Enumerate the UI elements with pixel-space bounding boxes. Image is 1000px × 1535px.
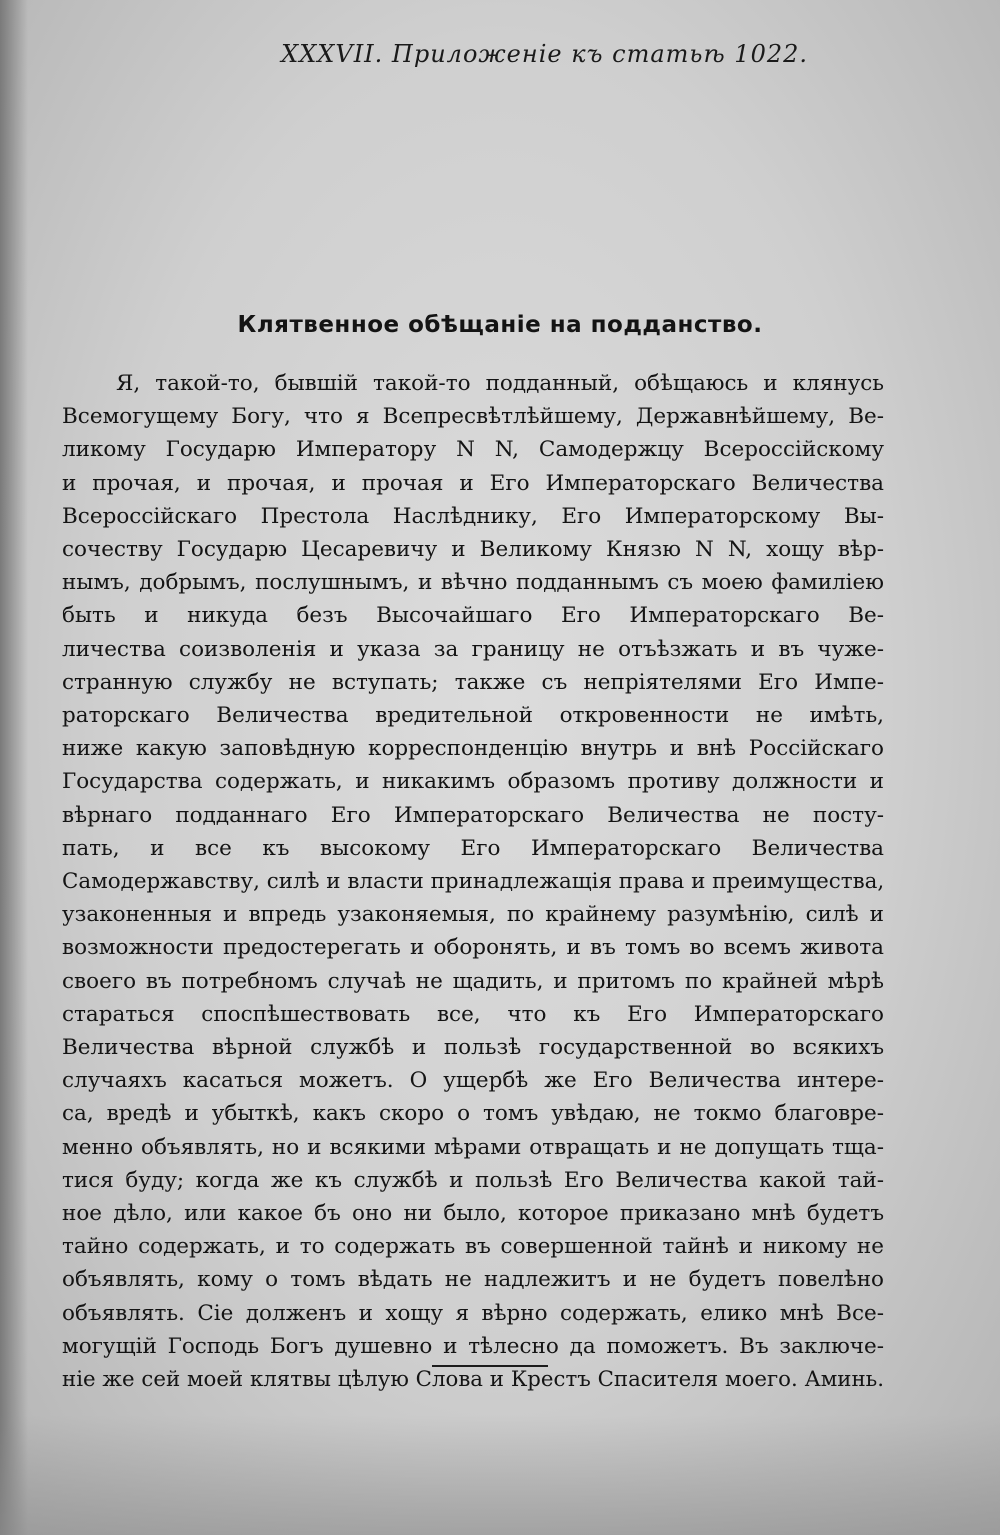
text-line: своего въ потребномъ случаѣ не щадить, и притомъ по крайней мѣрѣ <box>62 968 884 994</box>
running-header: XXXVII. Приложеніе къ статьѣ 1022. <box>281 40 808 68</box>
text-line: личества соизволенія и указа за границу не отъѣзжать и въ чуже- <box>62 636 884 662</box>
text-line: тися буду; когда же къ службѣ и пользѣ Его Величества какой тай- <box>62 1167 884 1193</box>
text-line: раторскаго Величества вредительной откровенности не имѣть, <box>62 703 884 729</box>
text-line: вѣрнаго подданнаго Его Императорскаго Величества не посту- <box>62 802 884 828</box>
text-line: Самодержавству, силѣ и власти принадлежащія права и преимущества, <box>62 869 885 895</box>
text-line: возможности предостерегать и оборонять, и въ томъ во всемъ живота <box>62 935 884 961</box>
text-line: менно объявлять, но и всякими мѣрами отвращать и не допущать тща- <box>62 1134 884 1160</box>
text-line: странную службу не вступать; также съ непріятелями Его Импе- <box>62 669 884 695</box>
text-line: ное дѣло, или какое бъ оно ни было, которое приказано мнѣ будетъ <box>62 1201 884 1227</box>
text-line: ликому Государю Императору N N, Самодержцу Всероссійскому <box>62 437 884 463</box>
text-line: нымъ, добрымъ, послушнымъ, и вѣчно подданнымъ съ моею фамиліею <box>62 570 884 596</box>
oath-text <box>62 367 884 1396</box>
text-line: объявлять, кому о томъ вѣдать не надлежитъ и не будетъ повелѣно <box>62 1267 884 1293</box>
text-line: са, вредѣ и убыткѣ, какъ скоро о томъ увѣдаю, не токмо благовре- <box>62 1101 884 1127</box>
text-line: пать, и все къ высокому Его Императорскаго Величества <box>62 835 884 861</box>
text-line: объявлять. Сіе долженъ и хощу я вѣрно содержать, елико мнѣ Все- <box>62 1300 884 1326</box>
text-line: Величества вѣрной службѣ и пользѣ государственной во всякихъ <box>62 1035 884 1061</box>
closing-rule <box>432 1365 548 1367</box>
text-line: случаяхъ касаться можетъ. О ущербѣ же Его Величества интере- <box>62 1068 884 1094</box>
document-title: Клятвенное обѣщаніе на подданство. <box>237 312 763 338</box>
text-line: Всемогущему Богу, что я Всепресвѣтлѣйшему, Державнѣйшему, Ве- <box>62 404 884 430</box>
text-line: ніе же сей моей клятвы цѣлую Слова и Крестъ Спасителя моего. Аминь. <box>62 1367 885 1393</box>
text-line: узаконенныя и впредь узаконяемыя, по крайнему разумѣнію, силѣ и <box>62 902 884 928</box>
text-line: тайно содержать, и то содержать въ совершенной тайнѣ и никому не <box>62 1234 884 1260</box>
text-line: могущій Господь Богъ душевно и тѣлесно да поможетъ. Въ заключе- <box>62 1333 884 1359</box>
page-shadow-left <box>0 0 28 1535</box>
text-line: ниже какую заповѣдную корреспонденцію внутрь и внѣ Россійскаго <box>62 736 884 762</box>
text-line: и прочая, и прочая, и прочая и Его Императорскаго Величества <box>62 470 884 496</box>
text-line: Я, такой-то, бывшій такой-то подданный, обѣщаюсь и клянусь <box>116 371 884 396</box>
text-line: сочеству Государю Цесаревичу и Великому Князю N N, хощу вѣр- <box>62 537 884 563</box>
text-line: быть и никуда безъ Высочайшаго Его Императорскаго Ве- <box>62 603 884 629</box>
text-line: Всероссійскаго Престола Наслѣднику, Его Императорскому Вы- <box>62 503 884 529</box>
bleed-through-texture <box>95 80 885 340</box>
text-line: Государства содержать, и никакимъ образомъ противу должности и <box>62 769 884 795</box>
text-line: стараться споспѣшествовать все, что къ Его Императорскаго <box>62 1001 884 1027</box>
page-shadow-bottom <box>0 1415 1000 1535</box>
